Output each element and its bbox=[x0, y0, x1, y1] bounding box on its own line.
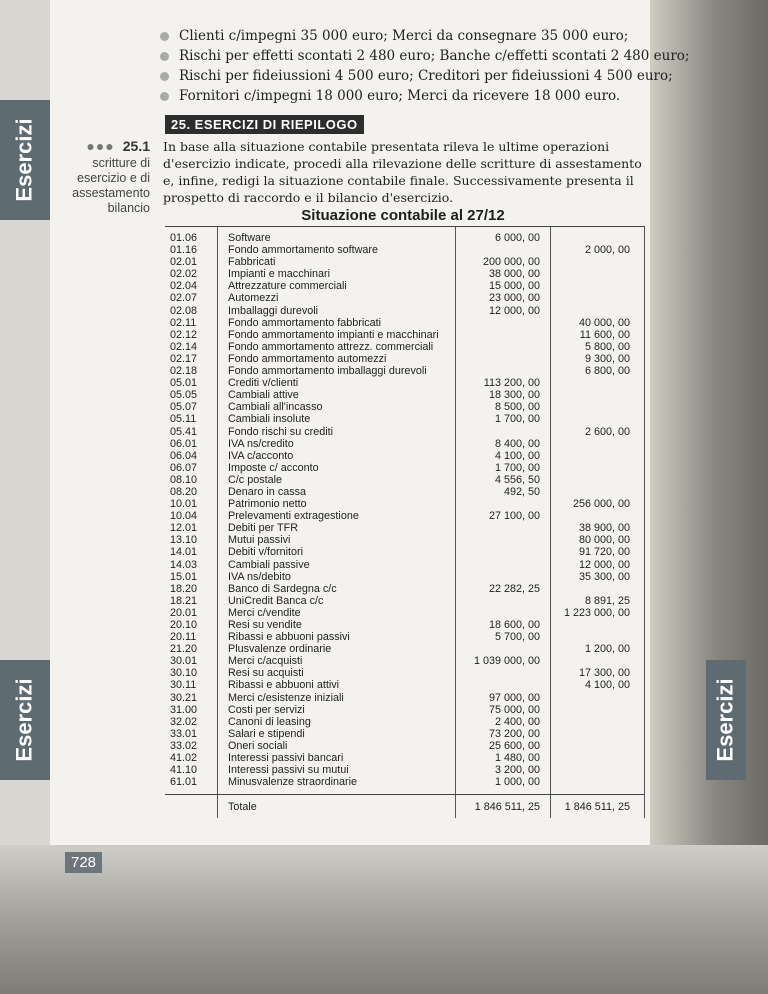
right-tab: Esercizi bbox=[706, 660, 746, 780]
table-cell-desc: Costi per servizi bbox=[228, 703, 305, 716]
code-column bbox=[170, 232, 210, 788]
table-cell-avere: 5 800, 00 bbox=[584, 340, 630, 353]
table-cell-code: 02.14 bbox=[170, 340, 198, 353]
side-tab-top: Esercizi bbox=[0, 100, 50, 220]
table-cell-code: 06.04 bbox=[170, 449, 198, 462]
table-cell-dare: 200 000, 00 bbox=[482, 256, 540, 269]
table-cell-desc: Imballaggi durevoli bbox=[228, 304, 319, 317]
table-title: Situazione contabile al 27/12 bbox=[301, 207, 505, 224]
table-cell-code: 32.02 bbox=[170, 715, 198, 728]
table-cell-desc: Attrezzature commerciali bbox=[228, 280, 347, 293]
table-cell-avere bbox=[560, 692, 630, 704]
table-cell-code: 02.12 bbox=[170, 328, 198, 341]
table-cell-dare: 2 400, 00 bbox=[494, 715, 540, 728]
table-cell-desc: Resi su acquisti bbox=[228, 667, 304, 680]
table-cell-code: 12.01 bbox=[170, 522, 198, 535]
table-cell-dare bbox=[455, 546, 540, 558]
table-cell-dare: 97 000, 00 bbox=[488, 691, 540, 704]
table-cell-avere bbox=[560, 619, 630, 631]
table-cell-avere bbox=[560, 716, 630, 728]
table-cell-dare: 1 000, 00 bbox=[494, 776, 540, 789]
table-cell-code: 21.20 bbox=[170, 643, 198, 656]
table-cell-avere bbox=[560, 268, 630, 280]
table-cell-code: 02.08 bbox=[170, 304, 198, 317]
table-cell-code: 33.02 bbox=[170, 739, 198, 752]
table-cell-avere: 4 100, 00 bbox=[584, 679, 630, 692]
bullet-icon bbox=[160, 52, 169, 61]
table-cell-avere: 9 300, 00 bbox=[584, 352, 630, 365]
table-cell-dare bbox=[455, 341, 540, 353]
list-item: Clienti c/impegni 35 000 euro; Merci da consegnare 35 000 euro; bbox=[160, 26, 689, 46]
table-cell-code: 61.01 bbox=[170, 776, 198, 789]
column-divider bbox=[550, 227, 551, 818]
table-cell-avere bbox=[560, 776, 630, 788]
table-cell-code: 05.05 bbox=[170, 389, 198, 402]
page-number: 728 bbox=[65, 852, 102, 873]
bullet-icon bbox=[160, 92, 169, 101]
total-row bbox=[165, 794, 645, 813]
table-cell-desc: Fondo ammortamento software bbox=[228, 244, 379, 257]
table-cell-dare bbox=[455, 353, 540, 365]
table-cell-desc: IVA ns/credito bbox=[228, 437, 294, 450]
table-cell-avere bbox=[560, 232, 630, 244]
total-dare: 1 846 511, 25 bbox=[474, 800, 540, 813]
table-cell-dare bbox=[455, 534, 540, 546]
table-cell-avere: 12 000, 00 bbox=[578, 558, 630, 571]
table-cell-avere: 91 720, 00 bbox=[578, 546, 630, 559]
table-cell-desc: UniCredit Banca c/c bbox=[228, 594, 324, 607]
table-cell-dare bbox=[455, 607, 540, 619]
table-cell-desc: Resi su vendite bbox=[228, 619, 302, 631]
table-cell-avere bbox=[560, 764, 630, 776]
bottom-shadow bbox=[0, 845, 768, 994]
bullet-icon bbox=[160, 72, 169, 81]
table-cell-avere bbox=[560, 510, 630, 522]
table-cell-desc: Merci c/vendite bbox=[228, 606, 301, 619]
table-cell-code: 20.01 bbox=[170, 606, 198, 619]
table-cell-avere bbox=[560, 438, 630, 450]
table-cell-desc: IVA ns/debito bbox=[228, 570, 291, 583]
table-cell-desc: Minusvalenze straordinarie bbox=[228, 776, 358, 789]
table-cell-desc: Banco di Sardegna c/c bbox=[228, 582, 337, 595]
table-cell-dare: 1 480, 00 bbox=[494, 752, 540, 765]
section-title: 25. ESERCIZI DI RIEPILOGO bbox=[165, 115, 364, 134]
table-cell-avere: 1 223 000, 00 bbox=[563, 606, 630, 619]
table-cell-code: 30.01 bbox=[170, 655, 198, 668]
table-cell-dare: 4 100, 00 bbox=[494, 449, 540, 462]
table-cell-avere: 6 800, 00 bbox=[584, 365, 630, 378]
list-item: Fornitori c/impegni 18 000 euro; Merci da ricevere 18 000 euro. bbox=[160, 86, 689, 106]
table-cell-avere bbox=[560, 740, 630, 752]
table-cell-desc: Merci c/esistenze iniziali bbox=[228, 691, 344, 704]
table-cell-desc: Interessi passivi su mutui bbox=[228, 764, 349, 777]
table-cell-desc: Salari e stipendi bbox=[228, 727, 305, 740]
table-cell-desc: Fondo ammortamento automezzi bbox=[228, 352, 387, 365]
table-cell-code: 30.11 bbox=[170, 679, 197, 692]
table-cell-desc: Cambiali passive bbox=[228, 558, 310, 571]
table-cell-code: 05.01 bbox=[170, 377, 198, 390]
table-cell-desc: Fondo ammortamento fabbricati bbox=[228, 316, 382, 329]
table-cell-avere: 1 200, 00 bbox=[584, 643, 630, 656]
table-cell-dare bbox=[455, 498, 540, 510]
table-cell-desc: Patrimonio netto bbox=[228, 498, 307, 511]
table-cell-avere: 17 300, 00 bbox=[578, 667, 630, 680]
table-cell-desc: Imposte c/ acconto bbox=[228, 461, 319, 474]
table-cell-desc: Ribassi e abbuoni passivi bbox=[228, 631, 350, 644]
table-cell-avere bbox=[560, 401, 630, 413]
column-divider bbox=[217, 227, 218, 818]
table-cell-avere: 35 300, 00 bbox=[578, 570, 630, 583]
table-cell-avere bbox=[560, 655, 630, 667]
table-cell-desc: Debiti v/fornitori bbox=[228, 546, 304, 559]
bullet-icon bbox=[160, 32, 169, 41]
table-cell-avere bbox=[560, 486, 630, 498]
table-cell-code: 05.07 bbox=[170, 401, 198, 414]
table-cell-avere: 11 600, 00 bbox=[579, 328, 630, 341]
table-cell-desc: C/c postale bbox=[228, 473, 283, 486]
table-cell-dare: 492, 50 bbox=[503, 485, 540, 498]
table-cell-dare: 8 500, 00 bbox=[494, 401, 540, 414]
table-cell-code: 02.11 bbox=[170, 316, 197, 329]
table-cell-desc: Automezzi bbox=[228, 292, 279, 305]
exercise-description: scritture di esercizio e di assestamento bilancio bbox=[72, 156, 150, 215]
table-cell-avere bbox=[560, 292, 630, 304]
table-cell-desc: Prelevamenti extragestione bbox=[228, 510, 359, 523]
table-cell-code: 41.02 bbox=[170, 752, 198, 765]
table-cell-avere bbox=[560, 752, 630, 764]
table-cell-dare: 5 700, 00 bbox=[494, 631, 540, 644]
column-divider bbox=[644, 227, 645, 818]
table-cell-code: 14.03 bbox=[170, 558, 198, 571]
table-cell-desc: Cambiali all'incasso bbox=[228, 401, 323, 414]
table-cell-code: 30.21 bbox=[170, 691, 198, 704]
table-cell-desc: Crediti v/clienti bbox=[228, 377, 299, 390]
table-cell-desc: Cambiali attive bbox=[228, 389, 299, 402]
table-cell-desc: Fondo ammortamento impianti e macchinari bbox=[228, 328, 439, 341]
table-cell-dare bbox=[455, 426, 540, 438]
table-cell-avere: 8 891, 25 bbox=[584, 594, 630, 607]
list-item: Rischi per effetti scontati 2 480 euro; Banche c/effetti scontati 2 480 euro; bbox=[160, 46, 689, 66]
table-cell-code: 06.07 bbox=[170, 461, 198, 474]
table-cell-avere bbox=[560, 462, 630, 474]
table-cell-dare bbox=[455, 595, 540, 607]
table-cell-avere: 2 600, 00 bbox=[584, 425, 630, 438]
total-label: Totale bbox=[228, 800, 257, 813]
table-cell-code: 02.07 bbox=[170, 292, 198, 305]
table-cell-dare bbox=[455, 522, 540, 534]
table-cell-dare bbox=[455, 559, 540, 571]
table-cell-dare: 27 100, 00 bbox=[488, 510, 540, 523]
table-cell-dare: 1 700, 00 bbox=[494, 413, 540, 426]
table-cell-avere bbox=[560, 377, 630, 389]
table-cell-code: 14.01 bbox=[170, 546, 198, 559]
table-cell-avere: 2 000, 00 bbox=[584, 244, 630, 257]
table-cell-code: 08.10 bbox=[170, 473, 198, 486]
table-cell-avere bbox=[560, 450, 630, 462]
table-cell-code: 06.01 bbox=[170, 437, 198, 450]
table-cell-desc: Plusvalenze ordinarie bbox=[228, 643, 332, 656]
table-cell-code: 10.04 bbox=[170, 510, 198, 523]
table-cell-dare bbox=[455, 667, 540, 679]
table-cell-desc: Ribassi e abbuoni attivi bbox=[228, 679, 340, 692]
table-cell-avere: 256 000, 00 bbox=[572, 498, 630, 511]
table-cell-avere: 40 000, 00 bbox=[578, 316, 630, 329]
table-cell-code: 08.20 bbox=[170, 485, 198, 498]
table-cell-desc: Interessi passivi bancari bbox=[228, 752, 344, 765]
table-cell-avere bbox=[560, 280, 630, 292]
table-cell-code: 02.02 bbox=[170, 268, 198, 281]
table-cell-code: 10.01 bbox=[170, 498, 198, 511]
table-cell-code: 20.10 bbox=[170, 619, 198, 631]
table-cell-code: 13.10 bbox=[170, 534, 198, 547]
table-cell-dare: 113 200, 00 bbox=[483, 377, 540, 390]
table-cell-desc: Denaro in cassa bbox=[228, 485, 307, 498]
table-cell-code: 05.11 bbox=[170, 413, 197, 426]
table-cell-code: 01.16 bbox=[170, 244, 198, 257]
list-item: Rischi per fideiussioni 4 500 euro; Creditori per fideiussioni 4 500 euro; bbox=[160, 66, 689, 86]
table-cell-avere bbox=[560, 389, 630, 401]
table-cell-avere bbox=[560, 256, 630, 268]
side-tab-bottom: Esercizi bbox=[0, 660, 50, 780]
table-cell-dare: 18 300, 00 bbox=[488, 389, 540, 402]
table-cell-dare: 22 282, 25 bbox=[488, 582, 540, 595]
table-cell-dare: 12 000, 00 bbox=[488, 304, 540, 317]
table-cell-dare: 1 700, 00 bbox=[494, 461, 540, 474]
exercise-intro: In base alla situazione contabile presentata rileva le ultime operazioni d'esercizio indicate, procedi alla rilevazione delle scritture di assestamento e, infine, redigi la situazione contabile finale. Successivamente presenta il prospetto di raccordo e il bilancio d'esercizio. bbox=[163, 139, 642, 205]
table-cell-desc: Canoni di leasing bbox=[228, 715, 311, 728]
table-cell-code: 02.18 bbox=[170, 365, 198, 378]
table-cell-dare: 38 000, 00 bbox=[488, 268, 540, 281]
table-cell-dare: 23 000, 00 bbox=[488, 292, 540, 305]
table-cell-code: 02.04 bbox=[170, 280, 198, 293]
table-cell-dare: 6 000, 00 bbox=[494, 232, 540, 244]
table-cell-dare bbox=[455, 679, 540, 691]
table-cell-desc: Fondo ammortamento imballaggi durevoli bbox=[228, 365, 427, 378]
table-cell-desc: Software bbox=[228, 232, 271, 244]
table-cell-desc: IVA c/acconto bbox=[228, 449, 294, 462]
table-cell-avere: 80 000, 00 bbox=[578, 534, 630, 547]
table-cell-desc: Oneri sociali bbox=[228, 739, 288, 752]
table-cell-code: 41.10 bbox=[170, 764, 198, 777]
table-cell-desc: Fabbricati bbox=[228, 256, 276, 269]
table-cell-code: 31.00 bbox=[170, 703, 198, 716]
table-cell-desc: Impianti e macchinari bbox=[228, 268, 331, 281]
table-cell-code: 05.41 bbox=[170, 425, 198, 438]
table-cell-desc: Mutui passivi bbox=[228, 534, 291, 547]
table-cell-avere bbox=[560, 704, 630, 716]
total-avere: 1 846 511, 25 bbox=[564, 800, 630, 813]
table-cell-avere bbox=[560, 728, 630, 740]
table-cell-dare bbox=[455, 365, 540, 377]
table-cell-dare: 73 200, 00 bbox=[488, 727, 540, 740]
table-cell-desc: Fondo ammortamento attrezz. commerciali bbox=[228, 340, 434, 353]
dare-column bbox=[455, 232, 540, 788]
table-cell-code: 18.21 bbox=[170, 594, 198, 607]
table-cell-desc: Cambiali insolute bbox=[228, 413, 311, 426]
table-cell-dare bbox=[455, 317, 540, 329]
table-cell-dare: 15 000, 00 bbox=[488, 280, 540, 293]
table-cell-code: 33.01 bbox=[170, 727, 198, 740]
table-cell-desc: Fondo rischi su crediti bbox=[228, 425, 334, 438]
table-cell-dare: 8 400, 00 bbox=[494, 437, 540, 450]
table-cell-code: 30.10 bbox=[170, 667, 198, 680]
table-cell-code: 02.17 bbox=[170, 352, 198, 365]
description-column bbox=[228, 232, 488, 788]
table-cell-dare: 25 600, 00 bbox=[488, 739, 540, 752]
table-cell-dare bbox=[455, 571, 540, 583]
table-cell-code: 15.01 bbox=[170, 570, 198, 583]
table-cell-desc: Debiti per TFR bbox=[228, 522, 299, 535]
table-cell-avere: 38 900, 00 bbox=[578, 522, 630, 535]
table-cell-dare: 3 200, 00 bbox=[494, 764, 540, 777]
table-cell-avere bbox=[560, 583, 630, 595]
difficulty-icon: ●●● bbox=[86, 138, 115, 154]
bullet-list bbox=[160, 26, 689, 106]
table-cell-dare: 4 556, 50 bbox=[494, 473, 540, 486]
avere-column bbox=[560, 232, 630, 788]
table-cell-dare: 1 039 000, 00 bbox=[473, 655, 540, 668]
table-cell-avere bbox=[560, 631, 630, 643]
table-cell-avere bbox=[560, 305, 630, 317]
table-cell-code: 01.06 bbox=[170, 232, 198, 244]
table-cell-code: 20.11 bbox=[170, 631, 197, 644]
table-cell-avere bbox=[560, 474, 630, 486]
table-cell-desc: Merci c/acquisti bbox=[228, 655, 303, 668]
exercise-number: ●●● 25.1 bbox=[86, 138, 150, 154]
table-cell-code: 02.01 bbox=[170, 256, 198, 269]
table-cell-dare bbox=[455, 643, 540, 655]
table-cell-dare: 75 000, 00 bbox=[488, 703, 540, 716]
accounting-table bbox=[165, 226, 645, 818]
table-cell-dare: 18 600, 00 bbox=[488, 619, 540, 631]
table-cell-avere bbox=[560, 413, 630, 425]
table-cell-dare bbox=[455, 329, 540, 341]
table-cell-code: 18.20 bbox=[170, 582, 198, 595]
table-cell-dare bbox=[455, 244, 540, 256]
